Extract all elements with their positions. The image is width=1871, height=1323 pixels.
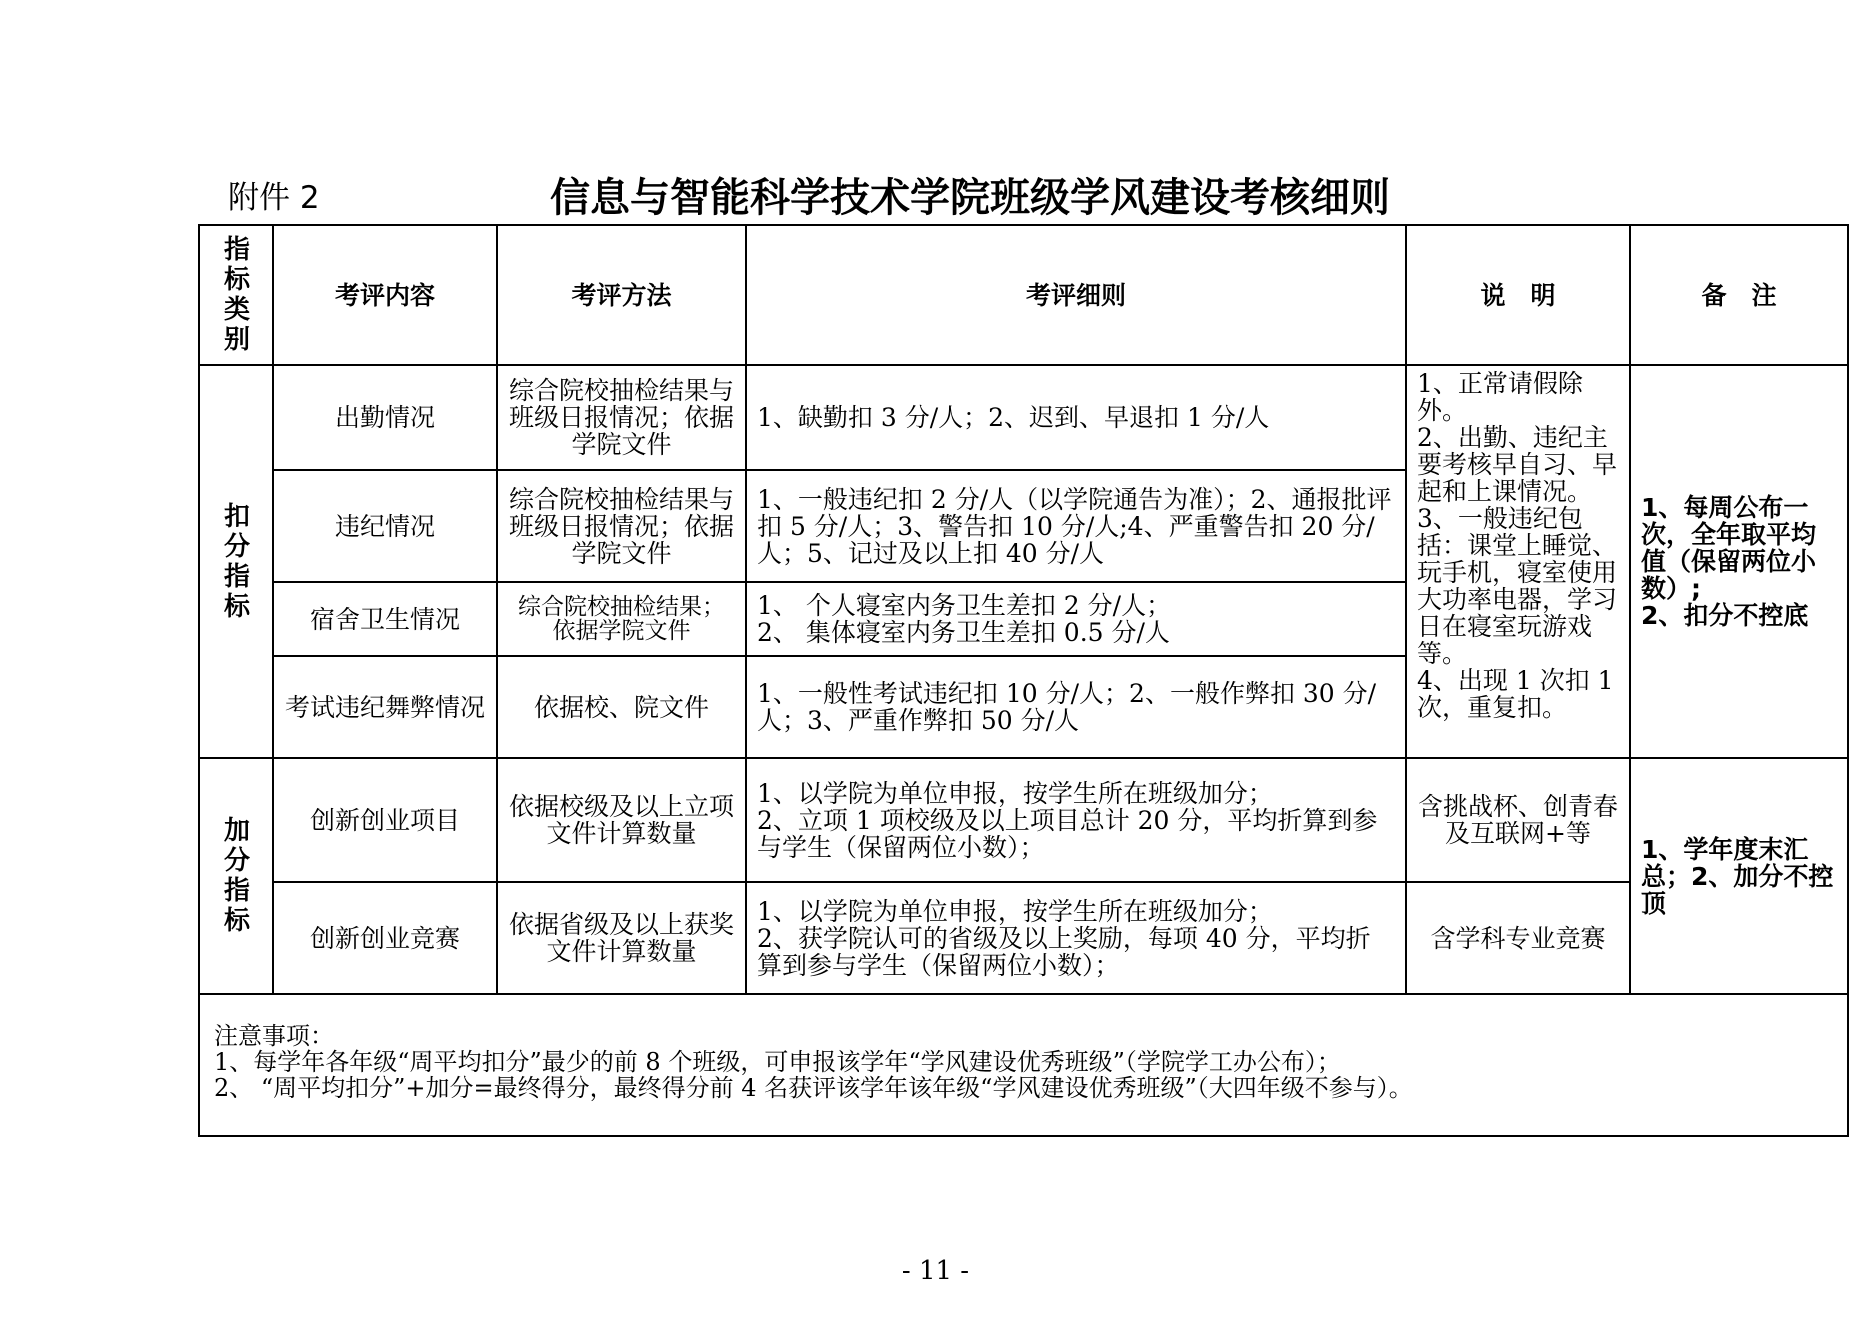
row-content: 违纪情况 xyxy=(273,470,497,582)
notes: 注意事项： 1、每学年各年级“周平均扣分”最少的前 8 个班级，可申报该学年“学风建设优秀班级”（学院学工办公布）； 2、 “周平均扣分”+加分=最终得分，最终得分前 4 名获评该学年该年级“学风建设优秀班级”（大四年级不参与）。 xyxy=(199,994,1848,1136)
row-content: 考试违纪舞弊情况 xyxy=(273,656,497,758)
row-method: 依据校、院文件 xyxy=(497,656,746,758)
header-row xyxy=(199,225,1848,365)
bonus-category: 加分指标 xyxy=(199,758,273,994)
table-row xyxy=(199,365,1848,470)
row-content: 出勤情况 xyxy=(273,365,497,470)
row-details: 1、以学院为单位申报，按学生所在班级加分； 2、获学院认可的省级及以上奖励，每项 40 分，平均折算到参与学生（保留两位小数）； xyxy=(746,882,1406,994)
row-details: 1、一般违纪扣 2 分/人（以学院通告为准）；2、通报批评扣 5 分/人；3、警告扣 10 分/人;4、严重警告扣 20 分/人；5、记过及以上扣 40 分/人 xyxy=(746,470,1406,582)
deduction-remarks: 1、每周公布一次，全年取平均值（保留两位小数）; 2、扣分不控底 xyxy=(1630,365,1848,758)
row-method: 综合院校抽检结果与班级日报情况；依据学院文件 xyxy=(497,470,746,582)
row-method: 依据省级及以上获奖 文件计算数量 xyxy=(497,882,746,994)
deduction-explanation: 1、正常请假除外。 2、出勤、违纪主要考核早自习、早起和上课情况。 3、一般违纪包括：课堂上睡觉、玩手机，寝室使用大功率电器，学习日在寝室玩游戏等。 4、出现 1 次扣 1 次，重复扣。 xyxy=(1406,365,1630,758)
row-method: 综合院校抽检结果与班级日报情况；依据学院文件 xyxy=(497,365,746,470)
table-row xyxy=(199,882,1848,994)
row-content: 宿舍卫生情况 xyxy=(273,582,497,656)
bonus-remarks: 1、学年度末汇总；2、加分不控顶 xyxy=(1630,758,1848,994)
header-details: 考评细则 xyxy=(746,225,1406,365)
page-number: - 11 - xyxy=(901,1256,970,1286)
header-category: 指标类别 xyxy=(199,225,273,365)
row-method: 综合院校抽检结果；依据学院文件 xyxy=(497,582,746,656)
row-method: 依据校级及以上立项文件计算数量 xyxy=(497,758,746,882)
row-content: 创新创业竞赛 xyxy=(273,882,497,994)
deduction-category: 扣分指标 xyxy=(199,365,273,758)
row-details: 1、一般性考试违纪扣 10 分/人；2、一般作弊扣 30 分/人；3、严重作弊扣 50 分/人 xyxy=(746,656,1406,758)
table-row xyxy=(199,758,1848,882)
page-title: 信息与智能科学技术学院班级学风建设考核细则 xyxy=(550,175,1390,221)
row-explanation: 含学科专业竞赛 xyxy=(1406,882,1630,994)
row-details: 1、缺勤扣 3 分/人；2、迟到、早退扣 1 分/人 xyxy=(746,365,1406,470)
assessment-table xyxy=(198,224,1849,1137)
row-content: 创新创业项目 xyxy=(273,758,497,882)
header-explanation: 说 明 xyxy=(1406,225,1630,365)
header-remarks: 备 注 xyxy=(1630,225,1848,365)
header-content: 考评内容 xyxy=(273,225,497,365)
header-method: 考评方法 xyxy=(497,225,746,365)
row-details: 1、以学院为单位申报，按学生所在班级加分； 2、立项 1 项校级及以上项目总计 20 分，平均折算到参与学生（保留两位小数）； xyxy=(746,758,1406,882)
row-details: 1、 个人寝室内务卫生差扣 2 分/人； 2、 集体寝室内务卫生差扣 0.5 分/人 xyxy=(746,582,1406,656)
attachment-label: 附件 2 xyxy=(228,180,320,216)
notes-row xyxy=(199,994,1848,1136)
row-explanation: 含挑战杯、创青春及互联网+等 xyxy=(1406,758,1630,882)
